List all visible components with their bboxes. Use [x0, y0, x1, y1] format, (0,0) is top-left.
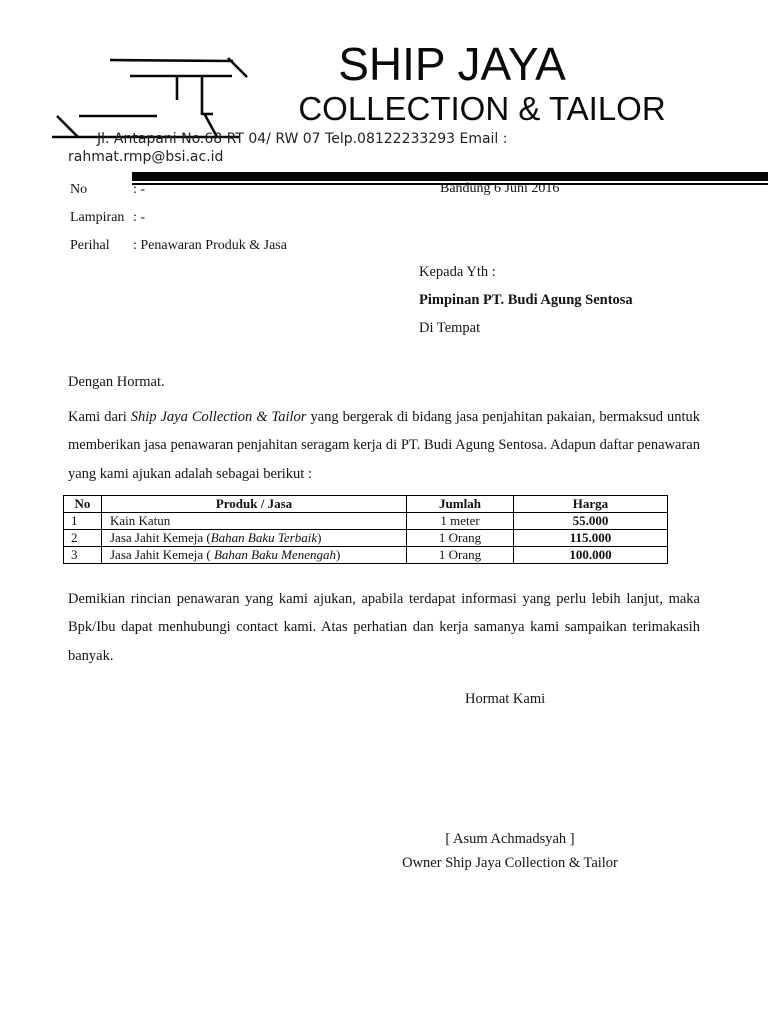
- table-row: [64, 547, 668, 564]
- cell-no: [64, 513, 102, 530]
- text-run: 3: [71, 547, 78, 562]
- meta-label: Perihal: [70, 238, 110, 253]
- cell-jumlah: [407, 513, 514, 530]
- letterhead-rule-thick: [132, 172, 768, 181]
- company-subtitle: COLLECTION & TAILOR: [298, 90, 666, 127]
- meta-value: : Penawaran Produk & Jasa: [133, 238, 287, 253]
- opening-salutation: Dengan Hormat.: [68, 374, 165, 390]
- cell-jumlah: [407, 530, 514, 547]
- text-run: Ship Jaya Collection & Tailor: [130, 409, 307, 425]
- header-produk: Produk / Jasa: [102, 496, 407, 513]
- text-run: ): [317, 530, 322, 545]
- table-header-row: [64, 496, 668, 513]
- recipient-place: Di Tempat: [419, 320, 481, 336]
- cell-produk: [102, 513, 407, 530]
- text-run: 115.000: [569, 530, 612, 545]
- price-table: [63, 495, 668, 564]
- text-run: yang bergerak di bidang jasa penjahitan pakaian, bermaksud untuk memberikan jasa penawaran penjahitan seragam kerja di PT. Budi Agung Sentosa. Adapun daftar penawaran yang kami ajukan adalah sebagai berikut :: [68, 409, 700, 482]
- text-run: Jasa Jahit Kemeja (: [110, 530, 211, 545]
- header-no: No: [64, 496, 102, 513]
- meta-row-lampiran: [70, 210, 145, 226]
- letter-date: Bandung 6 Juni 2016: [440, 181, 560, 196]
- company-name: SHIP JAYA: [338, 38, 566, 90]
- meta-row-perihal: [70, 238, 287, 254]
- price-table-head: [64, 496, 668, 513]
- company-address-line1: Jl. Antapani No.68 RT 04/ RW 07 Telp.08122233293 Email :: [97, 131, 508, 147]
- text-run: Kami dari: [68, 409, 131, 425]
- text-run: Kain Katun: [110, 513, 171, 528]
- closing-salutation: Hormat Kami: [465, 691, 546, 707]
- cell-harga: [514, 513, 668, 530]
- cell-produk: [102, 547, 407, 564]
- text-run: 1 meter: [440, 513, 480, 528]
- meta-value: : -: [133, 182, 146, 197]
- meta-label: No: [70, 182, 88, 197]
- text-run: Bahan Baku Terbaik: [210, 530, 318, 545]
- price-table-body: [64, 513, 668, 564]
- header-jumlah: Jumlah: [407, 496, 514, 513]
- cell-jumlah: [407, 547, 514, 564]
- text-run: Bahan Baku Menengah: [213, 547, 336, 562]
- recipient-salutation: Kepada Yth :: [419, 264, 496, 280]
- cell-harga: [514, 530, 668, 547]
- table-row: [64, 513, 668, 530]
- meta-value: : -: [133, 210, 146, 225]
- text-run: 1: [71, 513, 78, 528]
- cell-no: [64, 547, 102, 564]
- text-run: 2: [71, 530, 78, 545]
- meta-row-no: [70, 182, 145, 198]
- recipient-name: Pimpinan PT. Budi Agung Sentosa: [419, 292, 633, 308]
- text-run: 100.000: [569, 547, 612, 562]
- intro-paragraph: [68, 403, 700, 488]
- closing-paragraph: Demikian rincian penawaran yang kami ajukan, apabila terdapat informasi yang perlu lebih lanjut, maka Bpk/Ibu dapat menhubungi contact kami. Atas perhatian dan kerja samanya kami sampaikan terimakasih banyak.: [68, 591, 700, 664]
- cell-no: [64, 530, 102, 547]
- text-run: ): [336, 547, 341, 562]
- text-run: 1 Orang: [438, 547, 482, 562]
- cell-harga: [514, 547, 668, 564]
- header-harga: Harga: [514, 496, 668, 513]
- cell-produk: [102, 530, 407, 547]
- table-row: [64, 530, 668, 547]
- text-run: 1 Orang: [438, 530, 482, 545]
- text-run: Jasa Jahit Kemeja (: [110, 547, 214, 562]
- company-email: rahmat.rmp@bsi.ac.id: [68, 149, 224, 165]
- signer-title: Owner Ship Jaya Collection & Tailor: [402, 855, 618, 871]
- meta-label: Lampiran: [70, 210, 125, 225]
- signer-name: [ Asum Achmadsyah ]: [445, 831, 575, 847]
- text-run: 55.000: [572, 513, 609, 528]
